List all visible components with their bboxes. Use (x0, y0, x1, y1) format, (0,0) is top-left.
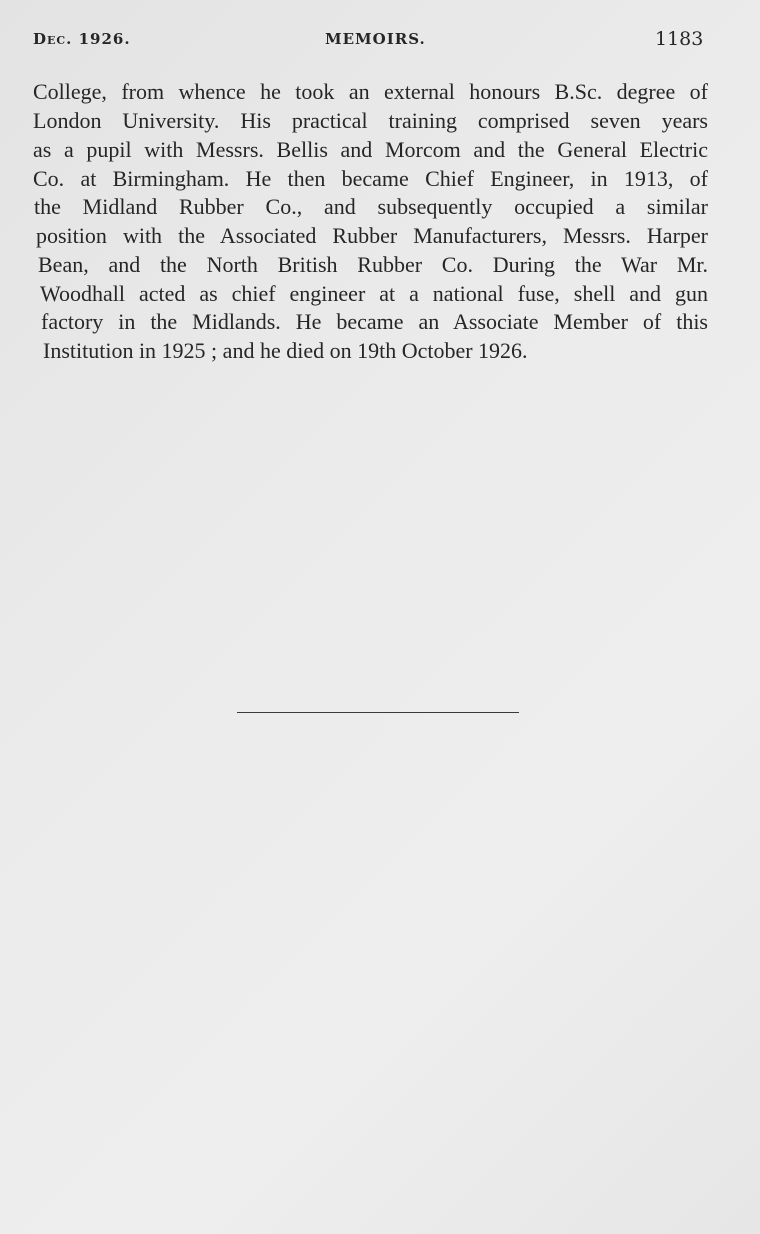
text-line: position with the Associated Rubber Manufacturers, Messrs. Harper (36, 223, 708, 248)
header-section-title: MEMOIRS. (325, 30, 426, 48)
text-line: Woodhall acted as chief engineer at a national fuse, shell and gun (40, 281, 708, 306)
text-line: Co. at Birmingham. He then became Chief Engineer, in 1913, of (33, 166, 708, 191)
header-date: Dec. 1926. (33, 30, 131, 48)
text-line: London University. His practical training comprised seven years (33, 108, 708, 133)
text-line: the Midland Rubber Co., and subsequently occupied a similar (34, 194, 708, 219)
text-line: Bean, and the North British Rubber Co. During the War Mr. (38, 252, 708, 277)
text-line: College, from whence he took an external honours B.Sc. degree of (33, 79, 708, 104)
page-number: 1183 (655, 28, 704, 50)
text-line: Institution in 1925 ; and he died on 19th October 1926. (43, 338, 528, 363)
text-line: factory in the Midlands. He became an Associate Member of this (41, 309, 708, 334)
text-line: as a pupil with Messrs. Bellis and Morcom and the General Electric (33, 137, 708, 162)
section-divider-rule (237, 712, 519, 713)
running-header (0, 28, 760, 52)
